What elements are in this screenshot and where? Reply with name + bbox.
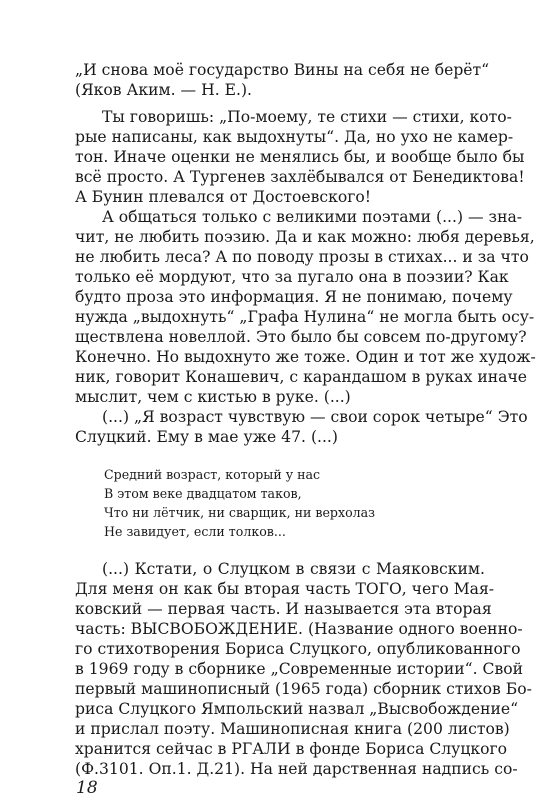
text-line: только её мордуют, что за пугало она в поэзии? Как: [75, 268, 509, 286]
text-line: А общаться только с великими поэтами (...) — зна-: [102, 208, 523, 226]
text-line: риса Слуцкого Ямпольский назвал „Высвобождение“: [75, 700, 519, 718]
text-line: ществлена новеллой. Это было бы совсем по-другому?: [75, 328, 527, 346]
text-line: Слуцкий. Ему в мае уже 47. (...): [75, 428, 338, 446]
text-line: не любить леса? А по поводу прозы в стихах... и за что: [75, 248, 529, 266]
text-line: ник, говорит Конашевич, с карандашом в руках иначе: [75, 368, 527, 386]
text-line: Ты говоришь: „По-моему, те стихи — стихи, кото-: [102, 108, 512, 126]
verse-line: Что ни лётчик, ни сварщик, ни верхолаз: [104, 505, 376, 520]
verse-line: Не завидует, если толков...: [104, 524, 286, 539]
text-line: нужда „выдохнуть“ „Графа Нулина“ не могла быть осу-: [75, 308, 535, 326]
text-line: А Бунин плевался от Достоевского!: [75, 188, 372, 206]
text-line: всё просто. А Тургенев захлёбывался от Бенедиктова!: [75, 168, 525, 186]
text-line: Для меня он как бы вторая часть ТОГО, чего Мая-: [75, 580, 495, 598]
text-line: (Яков Аким. — Н. Е.).: [75, 81, 252, 99]
text-line: ковский — первая часть. И называется эта вторая: [75, 600, 492, 618]
text-line: го стихотворения Бориса Слуцкого, опубликованного: [75, 640, 521, 658]
text-line: тон. Иначе оценки не менялись бы, и вообще было бы: [75, 148, 525, 166]
text-line: будто проза это информация. Я не понимаю, почему: [75, 288, 513, 306]
text-line: в 1969 году в сборнике „Современные истории“. Свой: [75, 660, 524, 678]
text-line: часть: ВЫСВОБОЖДЕНИЕ. (Название одного военно-: [75, 620, 523, 638]
text-line: и прислал поэту. Машинописная книга (200 листов): [75, 720, 510, 738]
verse-line: Средний возраст, который у нас: [104, 467, 321, 482]
text-line: Конечно. Но выдохнуто же тоже. Один и тот же худож-: [75, 348, 536, 366]
text-line: рые написаны, как выдохнуты“. Да, но ухо не камер-: [75, 128, 514, 146]
text-line: первый машинописный (1965 года) сборник стихов Бо-: [75, 680, 532, 698]
text-line: мыслит, чем с кистью в руке. (...): [75, 388, 351, 406]
text-line: хранится сейчас в РГАЛИ в фонде Бориса Слуцкого: [75, 740, 508, 758]
text-line: (...) Кстати, о Слуцком в связи с Маяковским.: [102, 560, 485, 578]
text-line: чит, не любить поэзию. Да и как можно: любя деревья,: [75, 228, 535, 246]
page-number: 18: [76, 778, 98, 798]
text-line: (...) „Я возраст чувствую — свои сорок четыре“ Это: [102, 408, 528, 426]
text-line: „И снова моё государство Вины на себя не берёт“: [75, 61, 490, 79]
text-line: (Ф.3101. Оп.1. Д.21). На ней дарственная надпись со-: [75, 760, 518, 778]
verse-line: В этом веке двадцатом таков,: [104, 486, 302, 501]
